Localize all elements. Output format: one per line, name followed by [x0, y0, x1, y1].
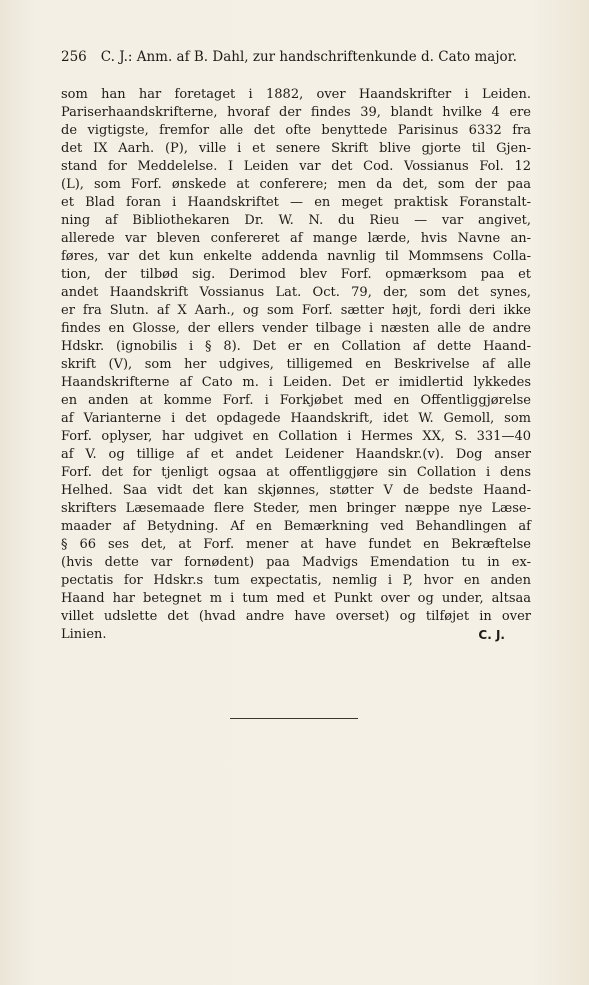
text-line: det IX Aarh. (P), ville i et senere Skrift blive gjorte til Gjen-: [61, 141, 531, 156]
text-line: føres, var det kun enkelte addenda navnlig til Mommsens Colla-: [61, 249, 531, 264]
text-line: Helhed. Saa vidt det kan skjønnes, støtter V de bedste Haand-: [61, 483, 531, 498]
body-text: [61, 86, 531, 644]
text-line: Haandskrifterne af Cato m. i Leiden. Det er imidlertid lykkedes: [61, 375, 531, 390]
final-line: [61, 626, 531, 644]
text-line: allerede var bleven confereret af mange lærde, hvis Navne an-: [61, 231, 531, 246]
text-line: af V. og tillige af et andet Leidener Haandskr.(v). Dog anser: [61, 447, 531, 462]
text-line: som han har foretaget i 1882, over Haandskrifter i Leiden.: [61, 87, 531, 102]
text-line: villet udslette det (hvad andre have overset) og tilføjet in over: [61, 609, 531, 624]
final-line-text: Linien.: [61, 627, 107, 642]
text-line: af Varianterne i det opdagede Haandskrift, idet W. Gemoll, som: [61, 411, 531, 426]
text-line: findes en Glosse, der ellers vender tilbage i næsten alle de andre: [61, 321, 531, 336]
text-line: (hvis dette var fornødent) paa Madvigs Emendation tu in ex-: [61, 555, 531, 570]
running-title: C. J.: Anm. af B. Dahl, zur handschriftenkunde d. Cato major.: [100, 49, 517, 65]
running-header: [61, 48, 531, 66]
text-line: § 66 ses det, at Forf. mener at have fundet en Bekræftelse: [61, 537, 531, 552]
section-divider: [230, 718, 358, 719]
page-number: 256: [61, 49, 87, 65]
text-line: Haand har betegnet m i tum med et Punkt over og under, altsaa: [61, 591, 531, 606]
text-line: tion, der tilbød sig. Derimod blev Forf. opmærksom paa et: [61, 267, 531, 282]
text-line: ning af Bibliothekaren Dr. W. N. du Rieu — var angivet,: [61, 213, 531, 228]
text-line: Pariserhaandskrifterne, hvoraf der findes 39, blandt hvilke 4 ere: [61, 105, 531, 120]
text-line: er fra Slutn. af X Aarh., og som Forf. sætter højt, fordi deri ikke: [61, 303, 531, 318]
text-line: et Blad foran i Haandskriftet — en meget praktisk Foranstalt-: [61, 195, 531, 210]
text-line: skrift (V), som her udgives, tilligemed en Beskrivelse af alle: [61, 357, 531, 372]
text-line: skrifters Læsemaade flere Steder, men bringer næppe nye Læse-: [61, 501, 531, 516]
text-line: Hdskr. (ignobilis i § 8). Det er en Collation af dette Haand-: [61, 339, 531, 354]
text-line: stand for Meddelelse. I Leiden var det Cod. Vossianus Fol. 12: [61, 159, 531, 174]
text-line: pectatis for Hdskr.s tum expectatis, nemlig i P, hvor en anden: [61, 573, 531, 588]
text-line: maader af Betydning. Af en Bemærkning ved Behandlingen af: [61, 519, 531, 534]
signature: C. J.: [478, 628, 505, 642]
text-line: en anden at komme Forf. i Forkjøbet med en Offentliggjørelse: [61, 393, 531, 408]
text-line: (L), som Forf. ønskede at conferere; men da det, som der paa: [61, 177, 531, 192]
text-line: Forf. det for tjenligt ogsaa at offentliggjøre sin Collation i dens: [61, 465, 531, 480]
text-line: andet Haandskrift Vossianus Lat. Oct. 79, der, som det synes,: [61, 285, 531, 300]
text-line: Forf. oplyser, har udgivet en Collation i Hermes XX, S. 331—40: [61, 429, 531, 444]
text-line: de vigtigste, fremfor alle det ofte benyttede Parisinus 6332 fra: [61, 123, 531, 138]
